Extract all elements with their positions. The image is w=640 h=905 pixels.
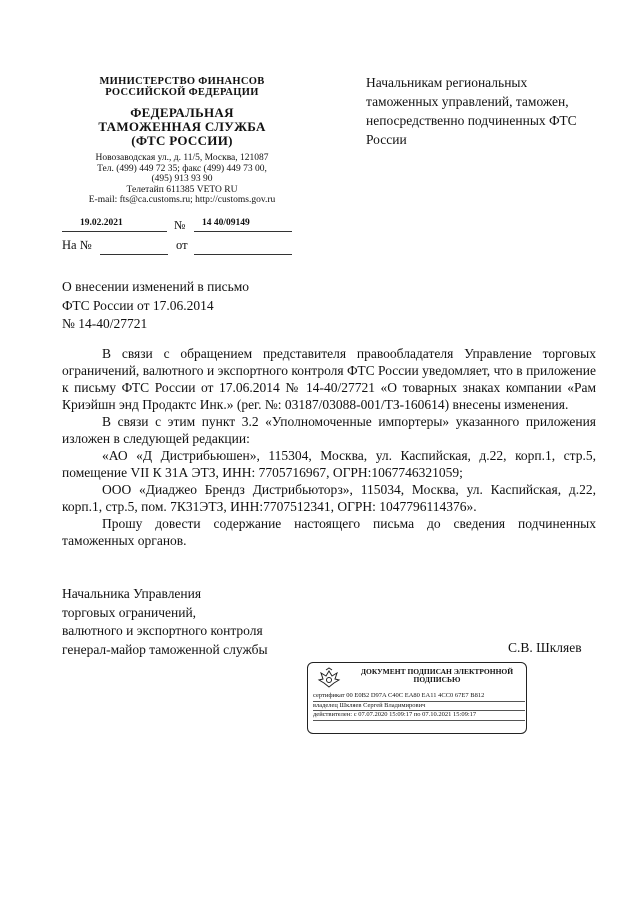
phones: Тел. (499) 449 72 35; факс (499) 449 73 00, <box>97 163 267 174</box>
reference-line <box>62 238 292 256</box>
signatory-line-2: торговых ограничений, <box>62 604 197 620</box>
phones-2: (495) 913 93 90 <box>151 174 213 184</box>
address: Новозаводская ул., д. 11/5, Москва, 121087 <box>95 153 269 163</box>
stamp-title-line-2: ПОДПИСЬЮ <box>413 675 461 684</box>
service-line-3: (ФТС РОССИИ) <box>131 133 233 148</box>
body-paragraph-5: Прошу довести содержание настоящего письма до сведения подчиненных таможенных органов. <box>62 516 596 548</box>
stamp-owner: владелец Шкляев Сергей Владимирович <box>313 702 525 712</box>
signatory-name: С.В. Шкляев <box>508 640 582 655</box>
reference-date-underline <box>194 253 292 255</box>
body-paragraph-3: «АО «Д Дистрибьюшен», 115304, Москва, ул. Каспийская, д.22, корп.1, стр.5, помещение VII К 31А ЭТЗ, ИНН: 7705716967, ОГРН:1067746321059; <box>62 448 596 480</box>
ministry-line-2: РОССИЙСКОЙ ФЕДЕРАЦИИ <box>105 87 259 98</box>
stamp-certificate: сертификат 00 E0B2 D97A C40C EA80 EA11 4CC0 67E7 B812 <box>313 692 525 702</box>
stamp-title <box>348 668 526 684</box>
signatory-line-4: генерал-майор таможенной службы <box>62 641 268 657</box>
number-sign: № <box>174 218 186 232</box>
service-line-2: ТАМОЖЕННАЯ СЛУЖБА <box>98 119 266 134</box>
stamp-validity: действителен: с 07.07.2020 15:09:17 по 07.10.2021 15:09:17 <box>313 711 525 721</box>
ministry-line-1: МИНИСТЕРСТВО ФИНАНСОВ <box>99 76 265 87</box>
subject-line-2: ФТС России от 17.06.2014 <box>62 297 214 313</box>
electronic-signature-stamp <box>307 662 527 734</box>
signatory-line-1: Начальника Управления <box>62 586 202 601</box>
subject-line-3: № 14-40/27721 <box>62 316 148 331</box>
signatory-title <box>62 585 322 659</box>
addressee: Начальникам региональных таможенных управлений, таможен, непосредственно подчиненных ФТС России <box>366 75 577 147</box>
body-paragraph-4: ООО «Диаджео Брендз Дистрибьюторз», 115034, Москва, ул. Каспийская, д.22, корп.1, стр.5, пом. 7К31ЭТЗ, ИНН:7707512341, ОГРН: 1047796114376». <box>62 482 596 514</box>
stamp-details <box>313 692 525 721</box>
date-underline <box>62 230 167 232</box>
body-paragraph-1: В связи с обращением представителя правообладателя Управление торговых ограничений, валютного и экспортного контроля ФТС России уведомляет, что в приложение к письму ФТС России от 17.06.2014 № 14-40/27721 «О товарных знаках компании «Рам Криэйшн энд Продактс Инк.» (рег. №: 03187/03088-001/ТЗ-160614) внесены изменения. <box>62 346 596 412</box>
service-name <box>62 106 302 148</box>
number-underline <box>194 230 292 232</box>
subject-line-1: О внесении изменений в письмо <box>62 279 250 294</box>
email: E-mail: fts@ca.customs.ru; http://customs.gov.ru <box>88 195 276 205</box>
registration-line <box>62 218 292 232</box>
telex: Телетайп 611385 VETO RU <box>126 184 238 195</box>
reference-from-label: от <box>176 238 188 252</box>
signatory-line-3: валютного и экспортного контроля <box>62 623 263 638</box>
ministry-name <box>62 76 302 98</box>
reference-label: На № <box>62 238 92 252</box>
reference-number-underline <box>100 253 168 255</box>
stamp-title-line-1: ДОКУМЕНТ ПОДПИСАН ЭЛЕКТРОННОЙ <box>360 667 514 676</box>
letter-body <box>62 345 596 549</box>
registration-number: 14 40/09149 <box>202 218 250 228</box>
subject <box>62 278 302 334</box>
registration-date: 19.02.2021 <box>80 218 123 228</box>
service-line-1: ФЕДЕРАЛЬНАЯ <box>130 105 234 120</box>
contacts-block <box>62 153 302 206</box>
eagle-emblem-icon <box>315 667 343 691</box>
body-paragraph-2: В связи с этим пункт 3.2 «Уполномоченные импортеры» указанного приложения изложен в следующей редакции: <box>62 414 596 446</box>
